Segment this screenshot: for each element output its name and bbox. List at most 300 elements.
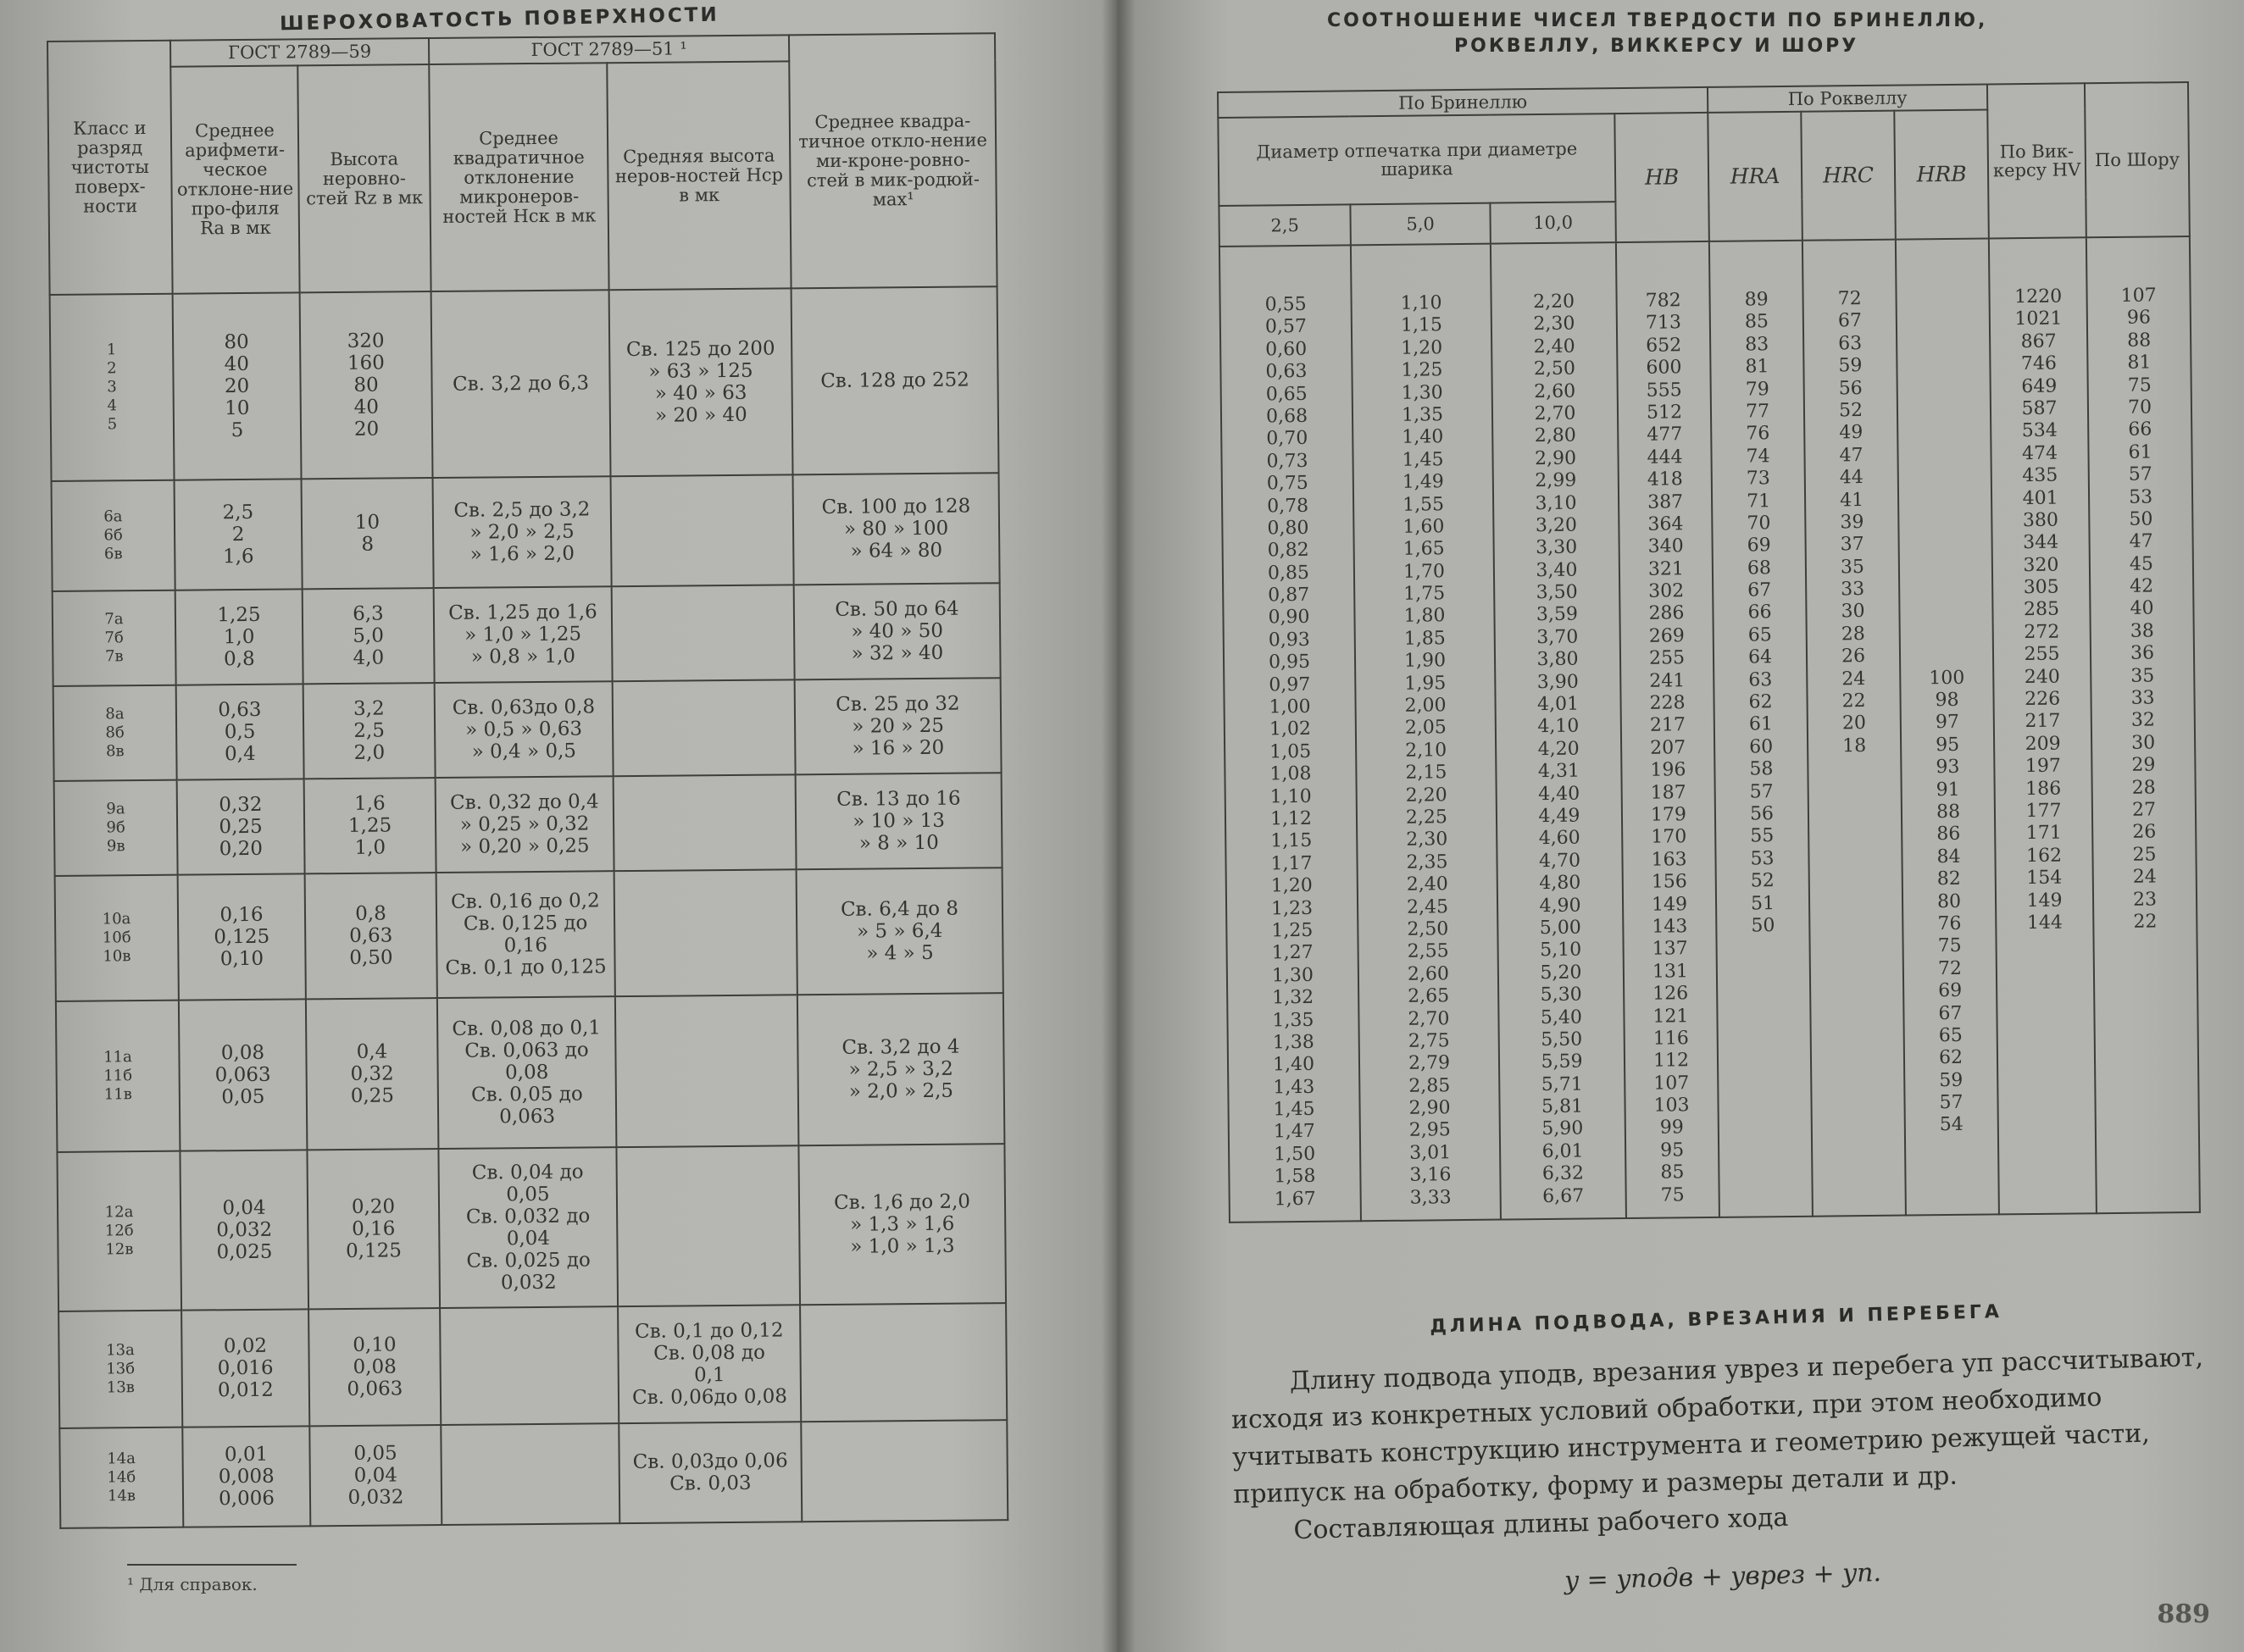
spacer <box>1898 331 1988 354</box>
value-hb: 116 <box>1652 1028 1689 1050</box>
value-hrb: 80 <box>1936 890 1962 912</box>
value-hra: 81 <box>1745 356 1769 378</box>
cell-line: Св. 0,05 до <box>470 1083 583 1106</box>
cell-line: 0,63 <box>349 924 393 947</box>
value-hb: 137 <box>1652 938 1688 961</box>
value-hrb: 82 <box>1936 868 1961 890</box>
cell-line: » 2,0 » 2,5 <box>469 520 575 544</box>
value-hv: 401 <box>2022 487 2058 509</box>
value-d25: 0,57 <box>1264 316 1308 338</box>
value-shore: 61 <box>2128 441 2152 463</box>
cell-line: 0,10 <box>353 1333 397 1356</box>
value-d50: 3,33 <box>1409 1186 1452 1209</box>
roughness-row <box>50 286 999 481</box>
cell-line: 3,2 <box>353 697 385 720</box>
header-rz: Высота неровно-стей Rz в мк <box>297 64 430 292</box>
value-d25: 0,80 <box>1267 517 1309 540</box>
value-hb: 444 <box>1647 446 1683 468</box>
value-d100: 4,90 <box>1539 895 1581 917</box>
cell-line: 1,6 <box>353 792 386 815</box>
value-hrb: 97 <box>1935 712 1960 734</box>
value-hrb: 95 <box>1936 734 1960 756</box>
roughness-row <box>53 583 1001 686</box>
value-hrb: 88 <box>1936 801 1961 823</box>
value-d50: 1,60 <box>1402 516 1445 538</box>
cell-line: 3 <box>107 378 117 396</box>
cell-line: Св. 2,5 до 3,2 <box>453 498 591 522</box>
value-d50: 2,35 <box>1406 851 1448 873</box>
cell-line: » 63 » 125 <box>648 359 753 383</box>
roughness-row <box>53 678 1002 781</box>
value-shore: 42 <box>2130 575 2154 597</box>
value-d100: 3,80 <box>1536 648 1579 671</box>
cell-line: Св. 0,03до 0,06 <box>632 1450 788 1474</box>
value-hrb: 86 <box>1936 823 1961 845</box>
cell-rms <box>793 473 1000 585</box>
value-hrb: 69 <box>1938 979 1963 1002</box>
cell-ra <box>176 684 304 779</box>
cell-rms <box>792 286 999 474</box>
cell-line: 2,5 <box>222 501 254 524</box>
value-hb: 321 <box>1647 557 1685 580</box>
cell-rz <box>309 1425 442 1526</box>
cell-line: 10а <box>102 910 131 929</box>
cell-hck <box>440 1306 619 1425</box>
cell-rms <box>794 583 1001 679</box>
value-hv: 320 <box>2023 554 2059 576</box>
value-d25: 0,73 <box>1266 450 1308 473</box>
cell-line: Св. 0,063 до <box>464 1039 589 1062</box>
value-hrb: 93 <box>1936 757 1960 779</box>
value-hrb: 67 <box>1938 1002 1963 1024</box>
cell-line: 2 <box>231 523 245 546</box>
value-d25: 1,25 <box>1271 919 1314 942</box>
cell-hcp <box>615 995 799 1147</box>
value-d25: 1,45 <box>1273 1098 1315 1121</box>
value-hv: 255 <box>2024 643 2060 666</box>
hardness-title-line2: РОКВЕЛЛУ, ВИККЕРСУ И ШОРУ <box>1454 36 1859 57</box>
cell-cls <box>54 780 178 876</box>
cell-line: 0,008 <box>218 1465 275 1488</box>
value-d50: 1,15 <box>1400 314 1443 337</box>
cell-ra <box>178 873 306 1000</box>
value-hra: 69 <box>1747 535 1771 557</box>
cell-line: 0,05 <box>506 1183 550 1206</box>
value-hv: 380 <box>2022 509 2059 531</box>
value-d50: 1,30 <box>1401 381 1443 404</box>
value-hrb: 100 <box>1929 667 1965 689</box>
value-hb: 713 <box>1645 312 1682 335</box>
value-d50: 2,75 <box>1408 1030 1450 1052</box>
cell-line: 0,04 <box>506 1227 551 1250</box>
cell-rms <box>798 1144 1006 1305</box>
value-hb: 241 <box>1649 669 1686 692</box>
cell-line: Св. 125 до 200 <box>625 337 775 362</box>
value-d25: 0,75 <box>1266 473 1308 495</box>
book-gutter <box>1102 0 1136 1652</box>
cell-rz <box>300 291 433 479</box>
value-shore: 35 <box>2130 665 2155 687</box>
cell-hcp <box>614 869 797 996</box>
col-hra <box>1709 241 1813 1217</box>
value-hrc: 52 <box>1838 399 1864 422</box>
cell-hcp <box>611 474 794 586</box>
cell-line: 0,1 <box>693 1364 725 1387</box>
value-hra: 64 <box>1747 646 1773 668</box>
value-d50: 2,50 <box>1407 918 1449 940</box>
cell-line: 0,32 <box>219 793 263 817</box>
header-hcp: Средняя высота неров-ностей Hср в мк <box>607 61 791 290</box>
value-shore: 50 <box>2129 508 2153 530</box>
value-d25: 0,97 <box>1269 674 1311 696</box>
value-d50: 2,30 <box>1406 829 1448 851</box>
roughness-row <box>55 868 1003 1001</box>
value-shore: 22 <box>2133 911 2158 933</box>
value-hv: 474 <box>2021 442 2058 464</box>
header-hra: HRA <box>1708 112 1802 241</box>
header-class: Класс и разряд чистоты поверх-ности <box>47 41 173 295</box>
cell-line: 0,4 <box>356 1040 388 1063</box>
value-d100: 4,20 <box>1537 738 1580 760</box>
value-shore: 33 <box>2130 687 2155 709</box>
value-hra: 65 <box>1747 624 1772 646</box>
cell-line: Св. 6,4 до 8 <box>840 897 959 921</box>
value-hb: 85 <box>1660 1161 1685 1184</box>
value-shore: 70 <box>2127 396 2152 419</box>
value-d25: 1,05 <box>1269 740 1312 763</box>
cell-line: » 0,4 » 0,5 <box>471 740 577 763</box>
value-hv: 186 <box>2025 778 2062 800</box>
section-title: ДЛИНА ПОДВОДА, ВРЕЗАНИЯ И ПЕРЕБЕГА <box>1430 1301 2003 1338</box>
roughness-row <box>56 993 1005 1152</box>
cell-hck <box>441 1423 619 1525</box>
cell-line: 0,063 <box>499 1105 556 1128</box>
value-hrb: 54 <box>1939 1114 1964 1136</box>
value-d100: 2,90 <box>1534 447 1577 469</box>
cell-line: 0,50 <box>349 946 393 969</box>
value-hv: 226 <box>2024 688 2061 711</box>
value-d100: 2,20 <box>1532 291 1575 313</box>
cell-hck <box>434 586 613 683</box>
value-d25: 0,87 <box>1268 584 1310 607</box>
value-hra: 66 <box>1747 601 1772 624</box>
roughness-row <box>58 1303 1007 1428</box>
value-hb: 99 <box>1659 1117 1684 1139</box>
cell-line: 0,05 <box>353 1442 397 1465</box>
value-d100: 3,30 <box>1536 536 1578 559</box>
cell-line: 0,63 <box>218 698 262 722</box>
value-shore: 38 <box>2130 620 2154 642</box>
value-d50: 1,10 <box>1400 292 1442 314</box>
value-d25: 0,60 <box>1265 338 1308 361</box>
value-hv: 154 <box>2026 867 2063 890</box>
value-hv: 162 <box>2025 845 2063 867</box>
cell-hcp <box>614 774 797 871</box>
cell-line: 1,25 <box>347 814 392 837</box>
cell-rms <box>796 773 1003 869</box>
value-hb: 555 <box>1646 379 1682 402</box>
spacer <box>1901 533 1991 556</box>
roughness-row <box>54 773 1003 876</box>
value-hv: 746 <box>2020 352 2058 375</box>
value-d50: 1,45 <box>1402 448 1444 471</box>
cell-line: » 4 » 5 <box>866 941 934 965</box>
header-hb: HB <box>1614 113 1709 242</box>
cell-hck <box>431 290 611 478</box>
value-d50: 1,70 <box>1402 560 1446 583</box>
col-hrb <box>1896 238 1999 1215</box>
value-d25: 0,78 <box>1266 495 1309 517</box>
value-d100: 4,70 <box>1538 850 1581 872</box>
value-shore: 36 <box>2130 642 2155 664</box>
cell-line: 8 <box>361 533 375 556</box>
value-d25: 1,40 <box>1272 1054 1315 1076</box>
cell-line: 0,05 <box>221 1085 265 1109</box>
value-hra: 79 <box>1745 378 1769 401</box>
cell-ra <box>180 1150 308 1310</box>
value-d50: 1,49 <box>1402 471 1444 493</box>
value-hra: 58 <box>1749 758 1774 780</box>
cell-line: 13в <box>106 1378 135 1397</box>
value-d100: 5,20 <box>1540 962 1582 984</box>
value-hrc: 72 <box>1837 288 1862 310</box>
cell-cls <box>53 590 176 686</box>
spacer <box>1901 600 1991 623</box>
value-hra: 71 <box>1746 490 1771 512</box>
cell-line: 12в <box>105 1240 134 1259</box>
roughness-title: ШЕРОХОВАТОСТЬ ПОВЕРХНОСТИ <box>279 3 719 36</box>
value-hrb: 72 <box>1937 957 1963 979</box>
value-d50: 1,80 <box>1403 605 1446 628</box>
spacer <box>1898 286 1988 309</box>
value-shore: 107 <box>2120 285 2157 307</box>
cell-line: 12б <box>104 1222 134 1240</box>
value-hv: 171 <box>2025 822 2062 845</box>
value-shore: 27 <box>2131 799 2157 821</box>
value-d50: 1,25 <box>1401 359 1443 381</box>
value-d100: 5,50 <box>1541 1028 1583 1051</box>
value-hb: 187 <box>1650 781 1686 804</box>
cell-line: 5 <box>231 419 244 442</box>
value-d50: 1,65 <box>1402 538 1445 561</box>
value-d100: 2,40 <box>1533 335 1575 358</box>
value-d50: 1,90 <box>1403 650 1447 672</box>
cell-line: » 1,6 » 2,0 <box>469 542 575 566</box>
spacer <box>1900 488 1990 511</box>
value-d50: 2,55 <box>1407 940 1449 963</box>
value-hra: 51 <box>1750 892 1775 915</box>
cell-cls <box>56 1001 181 1152</box>
value-hv: 649 <box>2021 375 2058 397</box>
header-gost-59: ГОСТ 2789—59 <box>170 38 429 67</box>
cell-line: 8в <box>105 742 125 761</box>
value-d50: 1,85 <box>1403 628 1446 650</box>
value-d25: 1,58 <box>1274 1166 1316 1188</box>
value-shore: 32 <box>2130 709 2156 732</box>
cell-line: 0,04 <box>353 1464 398 1487</box>
value-hb: 652 <box>1646 335 1682 357</box>
value-d25: 1,10 <box>1269 785 1312 807</box>
header-d100: 10,0 <box>1490 202 1615 244</box>
cell-line: » 0,5 » 0,63 <box>465 718 583 741</box>
cell-line: » 5 » 6,4 <box>856 919 943 943</box>
header-brinell: По Бринеллю <box>1218 87 1708 118</box>
value-d100: 3,10 <box>1535 492 1577 514</box>
value-shore: 47 <box>2129 530 2153 553</box>
value-hb: 75 <box>1660 1184 1685 1206</box>
value-hb: 302 <box>1648 580 1685 602</box>
value-hb: 340 <box>1647 535 1684 557</box>
cell-line: 20 <box>353 418 380 441</box>
cell-cls <box>59 1427 183 1528</box>
value-d100: 2,60 <box>1534 380 1576 402</box>
value-d25: 0,85 <box>1267 562 1310 585</box>
cell-line: » 0,8 » 1,0 <box>470 645 576 668</box>
cell-line: 5 <box>107 415 118 434</box>
value-shore: 26 <box>2132 821 2157 844</box>
cell-line: » 10 » 13 <box>853 809 946 833</box>
cell-line: Св. 1,25 до 1,6 <box>448 601 597 624</box>
value-shore: 75 <box>2127 374 2152 396</box>
cell-line: 0,032 <box>500 1271 557 1294</box>
value-hb: 387 <box>1647 491 1684 513</box>
cell-ra <box>182 1426 310 1527</box>
cell-line: 9а <box>106 800 125 818</box>
cell-ra <box>175 479 303 590</box>
value-hv: 144 <box>2026 912 2063 934</box>
cell-line: 6а <box>103 507 123 526</box>
header-rms-microinch: Среднее квадра-тичное откло-нение ми-кроне-ровно-стей в мик-родюй-мах¹ <box>789 33 997 288</box>
cell-line: Св. 0,32 до 0,4 <box>449 790 599 814</box>
cell-line: Св. 0,16 до 0,2 <box>450 890 600 913</box>
cell-line: » 1,0 » 1,3 <box>850 1234 955 1258</box>
value-d50: 2,95 <box>1408 1119 1451 1142</box>
value-shore: 66 <box>2128 419 2152 441</box>
cell-line: » 0,20 » 0,25 <box>459 834 590 858</box>
value-hv: 197 <box>2025 755 2062 778</box>
roughness-row <box>59 1420 1008 1528</box>
value-hb: 95 <box>1660 1139 1685 1161</box>
cell-line: 0,063 <box>214 1063 271 1087</box>
cell-line: 0,32 <box>350 1062 394 1085</box>
spacer <box>1901 555 1991 578</box>
value-hb: 782 <box>1645 290 1681 312</box>
value-d50: 2,70 <box>1408 1007 1450 1030</box>
cell-rms <box>795 678 1002 774</box>
cell-hcp <box>616 1145 800 1306</box>
value-hrc: 47 <box>1839 444 1864 467</box>
col-d50 <box>1351 244 1501 1222</box>
value-hv: 344 <box>2023 531 2059 554</box>
value-d50: 1,40 <box>1402 426 1444 449</box>
value-d100: 3,20 <box>1535 514 1577 536</box>
value-hb: 126 <box>1652 983 1689 1005</box>
value-hb: 163 <box>1651 849 1687 871</box>
header-shore: По Шору <box>2085 82 2190 237</box>
col-hv <box>1989 237 2097 1214</box>
footnote: ¹ Для справок. <box>127 1574 258 1594</box>
value-d25: 1,27 <box>1271 942 1314 964</box>
cell-line: Св. 0,1 до 0,12 <box>634 1319 784 1344</box>
value-d50: 1,20 <box>1401 337 1443 359</box>
cell-line: 0,16 <box>352 1217 396 1240</box>
cell-line: 0,006 <box>218 1487 275 1511</box>
header-gost-51: ГОСТ 2789—51 ¹ <box>429 35 789 64</box>
spacer <box>1899 376 1989 399</box>
value-d25: 0,63 <box>1265 361 1308 383</box>
cell-hck <box>435 681 614 778</box>
cell-line: » 20 » 40 <box>654 403 747 427</box>
value-d50: 2,05 <box>1404 717 1447 740</box>
col-shore <box>2086 236 2200 1213</box>
cell-hcp <box>618 1305 801 1423</box>
value-hb: 149 <box>1651 893 1688 916</box>
cell-line: » 20 » 25 <box>852 714 945 738</box>
value-hrb: 59 <box>1939 1069 1964 1091</box>
cell-line: 0,08 <box>504 1061 549 1084</box>
spacer <box>1902 622 1991 645</box>
cell-line: » 0,25 » 0,32 <box>459 812 590 836</box>
value-hra: 89 <box>1744 289 1769 311</box>
header-hrc: HRC <box>1801 111 1896 241</box>
cell-line: 12а <box>104 1203 134 1222</box>
value-d50: 2,10 <box>1405 740 1447 762</box>
value-d100: 4,01 <box>1536 693 1580 716</box>
cell-rms <box>801 1420 1008 1522</box>
value-d100: 4,49 <box>1538 805 1580 828</box>
value-hra: 50 <box>1751 915 1775 937</box>
value-d25: 1,23 <box>1270 897 1314 919</box>
value-hb: 418 <box>1647 468 1683 491</box>
cell-line: » 32 » 40 <box>851 641 944 665</box>
cell-line: Св. 0,08 до 0,1 <box>452 1017 602 1040</box>
value-d100: 6,67 <box>1542 1185 1585 1207</box>
header-d25: 2,5 <box>1219 204 1350 247</box>
value-hb: 477 <box>1647 424 1683 446</box>
col-d25 <box>1219 245 1361 1222</box>
value-hv: 867 <box>2020 330 2057 352</box>
value-d50: 2,85 <box>1408 1074 1451 1097</box>
header-ra: Среднее арифмети-ческое отклоне-ние про-филя Ra в мк <box>170 65 299 293</box>
value-d100: 5,10 <box>1540 939 1582 962</box>
value-hra: 73 <box>1746 468 1770 490</box>
value-hra: 76 <box>1746 423 1770 445</box>
value-d25: 1,02 <box>1269 718 1312 740</box>
cell-ra <box>173 292 302 480</box>
value-hrb: 65 <box>1938 1024 1963 1047</box>
cell-line: » 40 » 50 <box>851 619 944 643</box>
cell-line: 0,032 <box>216 1218 273 1242</box>
cell-line: 1 <box>106 341 117 359</box>
cell-line: 1,0 <box>223 625 255 649</box>
cell-line: 0,16 <box>503 934 548 957</box>
value-d25: 0,55 <box>1264 293 1307 316</box>
value-d50: 2,25 <box>1405 807 1448 829</box>
value-d50: 1,55 <box>1402 493 1445 516</box>
value-d25: 0,95 <box>1268 651 1311 674</box>
value-d25: 1,43 <box>1273 1076 1315 1099</box>
value-hb: 156 <box>1651 871 1687 893</box>
cell-line: 0,125 <box>345 1239 403 1262</box>
value-hra: 57 <box>1749 780 1774 803</box>
cell-line: 40 <box>353 396 380 419</box>
value-hra: 74 <box>1746 445 1770 468</box>
cell-line: 6,3 <box>353 602 384 625</box>
cell-line: » 2,0 » 2,5 <box>848 1079 954 1103</box>
cell-line: Св. 100 до 128 <box>821 495 971 519</box>
cell-line: 6в <box>103 545 123 563</box>
cell-line: Св. 0,04 до <box>471 1161 584 1184</box>
